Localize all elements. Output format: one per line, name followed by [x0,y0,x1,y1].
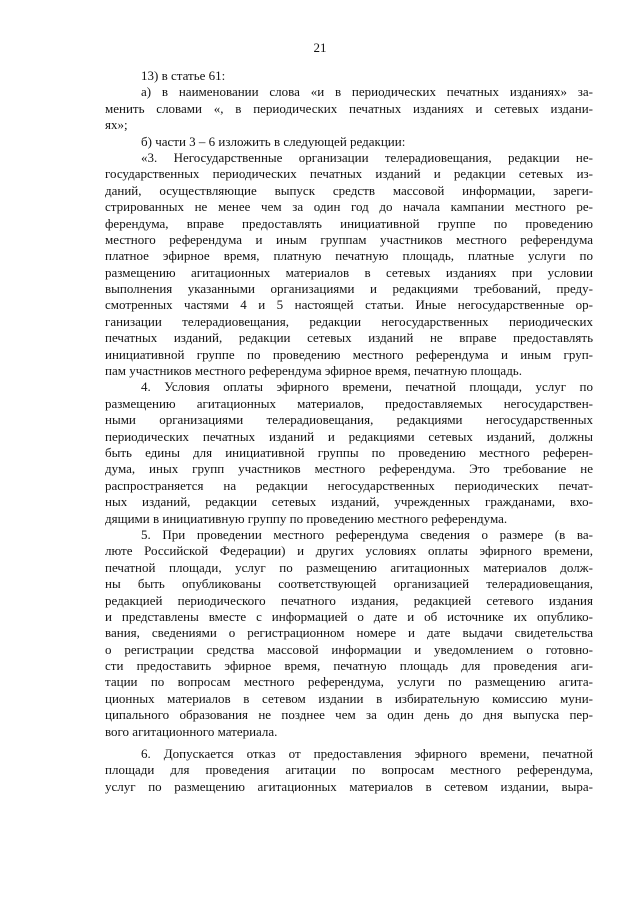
text-line: стрированных не менее чем за один год до начала кампании местного ре- [105,199,593,215]
text-line: размещению агитационных материалов в сетевых изданиях при условии [105,264,593,280]
text-line: периодических печатных изданий и редакциями сетевых изданий, должны [105,428,593,444]
text-line: сти предоставить эфирное время, печатную площадь для проведения аги- [105,658,593,674]
text-line: б) части 3 – 6 изложить в следующей редакции: [141,133,406,149]
page-number: 21 [313,40,327,55]
text-line: ях»; [105,117,128,133]
text-line: люте Российской Федерации) и других условиях оплаты эфирного времени, [105,543,593,559]
text-line: вания, сведениями о регистрационном номере и дате выдачи свидетельства [105,625,593,641]
text-line: и представлены вместе с информацией о дате и об источнике их опублико- [105,608,593,624]
text-line: ны быть опубликованы соответствующей организацией телерадиовещания, [105,576,593,592]
text-line: печатных изданий, редакции сетевых изданий не вправе предоставлять [105,330,593,346]
text-line: пам участников местного референдума эфирное время, печатную площадь. [105,363,522,379]
text-line: быть едины для инициативной группы по проведению местного референ- [105,444,593,460]
text-line: услуг по размещению агитационных материалов в сетевом издании, выра- [105,778,593,794]
text-line: ципального образования не позднее чем за один день до дня выпуска пер- [105,707,593,723]
text-line: тации по вопросам местного референдума, услуги по размещению агита- [105,674,593,690]
text-line: ных изданий, редакции сетевых изданий, учрежденных гражданами, вхо- [105,494,593,510]
text-line: печатной площади, услуг по размещению агитационных материалов долж- [105,559,593,575]
text-line: даний, осуществляющие выпуск средств массовой информации, зареги- [105,182,593,198]
text-line: ционных материалов в сетевом издании в избирательную комиссию муни- [105,690,593,706]
text-line: 13) в статье 61: [141,68,226,83]
text-line: смотренных частями 4 и 5 настоящей статьи. Иные негосударственные ор- [105,297,593,313]
text-line: площади для проведения агитации по вопросам местного референдума, [105,762,593,778]
text-line: распространяется на редакции негосударственных периодических печат- [105,477,593,493]
text-line: менить словами «, в периодических печатных изданиях и сетевых издани- [105,100,593,116]
text-line: 5. При проведении местного референдума сведения о размере (в ва- [141,526,593,542]
text-line: инициативной группе по проведению местного референдума и иным груп- [105,346,593,362]
text-line: дума, иных групп участников местного референдума. Это требование не [105,461,593,477]
text-line: местного референдума и иным группам участников местного референдума [105,231,593,247]
text-line: редакцией периодического печатного издания, редакцией сетевого издания [105,592,593,608]
text-line: а) в наименовании слова «и в периодических печатных изданиях» за- [141,84,593,100]
text-line: о регистрации средства массовой информации и уведомлением о готовно- [105,641,593,657]
text-line: 6. Допускается отказ от предоставления эфирного времени, печатной [141,746,593,762]
text-line: ферендума, вправе предоставлять инициативной группе по проведению [105,215,593,231]
text-line: размещению агитационных материалов, предоставляемых негосударствен- [105,395,593,411]
text-line: «3. Негосударственные организации телерадиовещания, редакции не- [141,149,593,165]
document-body [105,68,593,795]
text-line: 4. Условия оплаты эфирного времени, печатной площади, услуг по [141,379,593,395]
text-line: выполнения указанными организациями и редакциями требований, преду- [105,281,593,297]
text-line: дящими в инициативную группу по проведению местного референдума. [105,510,508,526]
text-line: государственных периодических печатных изданий и редакции сетевых из- [105,166,593,182]
text-line: вого агитационного материала. [105,723,278,739]
text-line: ганизации телерадиовещания, редакции негосударственных периодических [105,313,593,329]
text-line: ными организациями телерадиовещания, редакциями негосударственных [105,412,593,428]
text-line: платное эфирное время, платную печатную площадь, платные услуги по [105,248,593,264]
